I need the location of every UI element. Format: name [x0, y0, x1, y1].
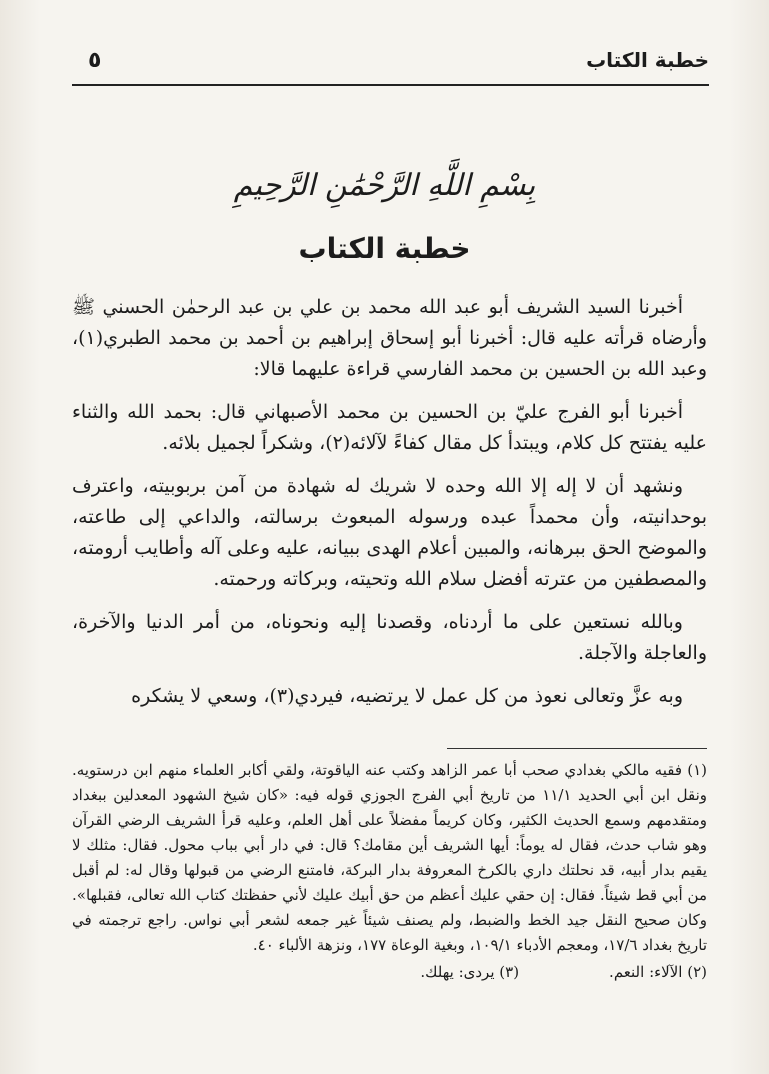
page-number: ٥	[88, 48, 102, 73]
footnote-divider	[447, 748, 707, 749]
chapter-title: خطبة الكتاب	[298, 232, 471, 265]
basmala: بِسْمِ اللَّهِ الرَّحْمَٰنِ الرَّحِيمِ	[233, 168, 536, 203]
footnote-row	[72, 960, 707, 985]
paragraph: وبه عزَّ وتعالى نعوذ من كل عمل لا يرتضيه، فيردي(٣)، وسعي لا يشكره	[131, 685, 683, 707]
paragraph: ونشهد أن لا إله إلا الله وحده لا شريك له شهادة من آمن بربوبيته، واعترف بوحدانيته، وأن محمداً عبده ورسوله المبعوث برسالته، والداعي إلى طاعته، والموضح الحق ببرهانه، والمبين أعلام الهدى ببيانه، عليه وعلى آله وأطايب أرومته، والمصطفين من عترته أفضل سلام الله وتحيته، وبركاته ورحمته.	[72, 475, 707, 590]
main-text	[72, 292, 707, 724]
footnotes	[72, 758, 707, 985]
running-head: خطبة الكتاب	[586, 48, 709, 72]
footnote-1: (١) فقيه مالكي بغدادي صحب أبا عمر الزاهد وكتب عنه الياقوتة، ولقي أكابر العلماء منهم ابن درستويه. ونقل ابن أبي الحديد ١١/١ من تاريخ أبي الفرج الجوزي قوله فيه: «كان شيخ الشهود المعدلين ببغداد ومتقدمهم وسمع الحديث الكثير، وكان كريماً مفضلاً على أهل العلم، وعليه قرأ الشريف الرضي القرآن وهو شاب حدث، فقال له يوماً: أيها الشريف أين مقامك؟ قال: في دار أبي بباب محول. فقال: مثلك لا يقيم بدار أبيه، قد نحلتك داري بالكرخ المعروفة بدار البركة، فامتنع الرضي من قبولها وقال له: لم أقبل من أبي قط شيئاً. فقال: إن حقي عليك أعظم من حق أبيك عليك لأني حفظتك كتاب الله تعالى، فقبلها». وكان صحيح النقل جيد الخط والضبط، ولم يصنف شيئاً غير جمعه لشعر أبي نواس. راجع ترجمته في تاريخ بغداد ١٧/٦، ومعجم الأدباء ١٠٩/١، وبغية الوعاة ١٧٧، ونزهة الألباء ٤٠.	[72, 761, 707, 954]
paragraph: وبالله نستعين على ما أردناه، وقصدنا إليه ونحوناه، من أمر الدنيا والآخرة، والعاجلة والآجلة.	[72, 611, 707, 664]
footnote-3: (٣) يردى: يهلك.	[420, 963, 520, 981]
paragraph: أخبرنا السيد الشريف أبو عبد الله محمد بن علي بن عبد الرحمٰن الحسني ﷺ وأرضاه قرأته عليه قال: أخبرنا أبو إسحاق إبراهيم بن أحمد بن محمد الطبري(١)، وعبد الله بن الحسين بن محمد الفارسي قراءة عليهما قالا:	[72, 296, 707, 380]
footnote-2: (٢) الآلاء: النعم.	[609, 963, 707, 981]
page-header	[72, 44, 709, 86]
paragraph: أخبرنا أبو الفرج عليّ بن الحسين بن محمد الأصبهاني قال: بحمد الله والثناء عليه يفتتح كل كلام، ويبتدأ كل مقال كفاءً لآلائه(٢)، وشكراً لجميل بلائه.	[72, 401, 707, 454]
